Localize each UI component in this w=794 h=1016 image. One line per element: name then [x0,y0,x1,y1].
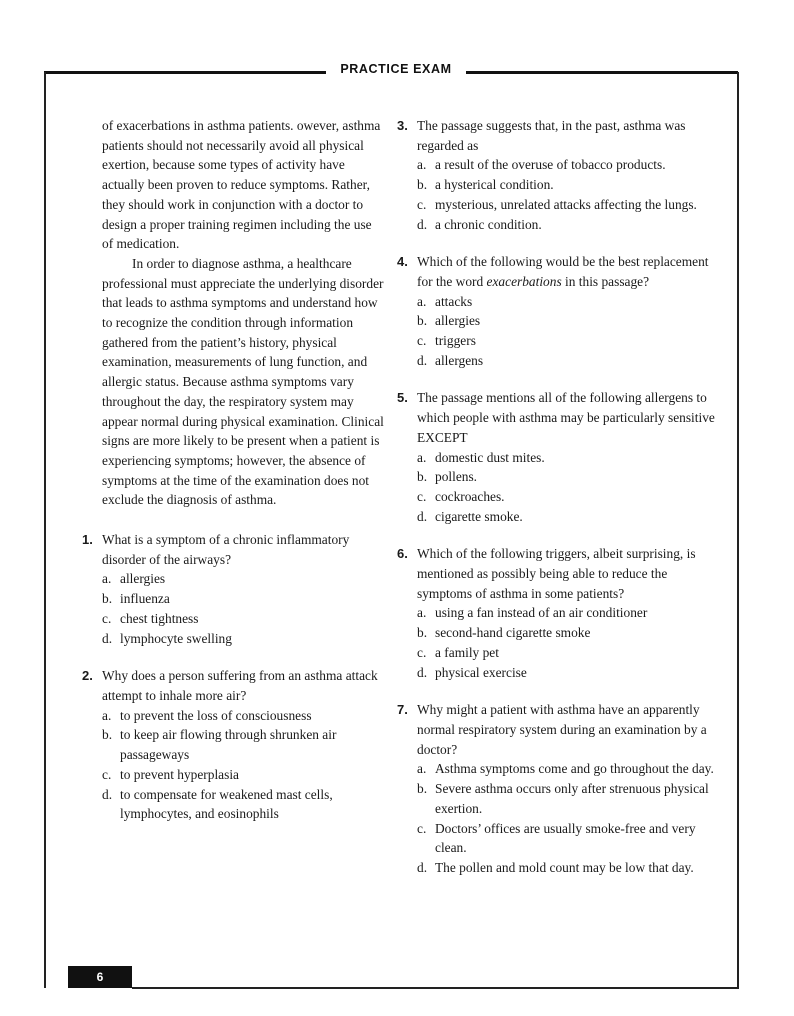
page-title: PRACTICE EXAM [340,62,452,76]
answer-option[interactable] [102,629,384,649]
question-1 [82,530,384,648]
option-letter: b. [417,625,428,641]
option-letter: c. [417,644,427,660]
question-number: 1. [82,532,93,548]
option-letter: c. [417,196,427,212]
option-text: a hysterical condition. [435,177,554,193]
option-letter: a. [102,707,112,723]
option-letter: c. [417,333,427,349]
option-text: to compensate for weakened mast cells, lymphocytes, and eosinophils [120,786,333,822]
option-letter: a. [417,605,427,621]
option-letter: b. [417,469,428,485]
question-5 [397,388,722,526]
answer-option[interactable] [417,819,722,858]
option-text: attacks [435,293,473,309]
option-letter: b. [102,727,113,743]
option-letter: b. [417,177,428,193]
page-border-bottom [132,987,739,989]
option-letter: a. [417,761,427,777]
option-text: allergies [120,571,166,587]
question-text: What is a symptom of a chronic inflammatory disorder of the airways? [102,532,350,567]
question-3 [397,116,722,234]
passage-paragraph-1: of exacerbations in asthma patients. owever, asthma patients should not necessarily avoid all physical exertion, because some types of activity have actually been proven to reduce symptoms. Rather, they should work in conjunction with a doctor to design a proper training regimen including the use of medication. [102,118,381,252]
question-7 [397,700,722,877]
option-text: cigarette smoke. [435,508,523,524]
option-text: physical exercise [435,664,527,680]
option-text: cockroaches. [435,488,505,504]
answer-option[interactable] [417,623,722,643]
option-text: a chronic condition. [435,216,542,232]
option-text: The pollen and mold count may be low that day. [435,859,694,875]
header-rule-right [466,71,738,74]
answer-option[interactable] [417,759,722,779]
option-text: second-hand cigarette smoke [435,625,591,641]
option-letter: d. [417,216,428,232]
answer-option[interactable] [417,858,722,878]
option-letter: d. [102,630,113,646]
answer-option[interactable] [417,467,722,487]
question-italic-term: exacerbations [486,273,562,289]
option-text: to prevent hyperplasia [120,766,239,782]
answer-option[interactable] [102,569,384,589]
option-letter: a. [102,571,112,587]
option-letter: a. [417,293,427,309]
option-text: a family pet [435,644,499,660]
option-text: to prevent the loss of consciousness [120,707,312,723]
answer-option[interactable] [417,331,722,351]
answer-option[interactable] [417,311,722,331]
option-letter: a. [417,449,427,465]
option-text: Asthma symptoms come and go throughout the day. [435,761,714,777]
option-letter: c. [417,820,427,836]
option-text: Severe asthma occurs only after strenuous physical exertion. [435,781,709,816]
question-text-part: in this passage? [561,273,650,289]
question-text [417,252,722,291]
option-text: Doctors’ offices are usually smoke-free and very clean. [435,820,696,856]
answer-option[interactable] [417,779,722,818]
option-text: domestic dust mites. [435,449,545,465]
question-number: 7. [397,702,408,718]
answer-option[interactable] [417,292,722,312]
option-letter: c. [417,488,427,504]
question-4 [397,252,722,370]
answer-option[interactable] [417,175,722,195]
question-number: 3. [397,118,408,133]
option-text: pollens. [435,469,478,485]
question-number: 5. [397,390,408,406]
option-letter: c. [102,766,112,782]
option-letter: b. [102,591,113,607]
option-text: lymphocyte swelling [120,630,232,646]
question-text: The passage mentions all of the following allergens to which people with asthma may be particularly sensitive EXCEPT [417,390,715,445]
answer-option[interactable] [102,589,384,609]
answer-option[interactable] [417,215,722,235]
question-text: Why does a person suffering from an asthma attack attempt to inhale more air? [102,668,378,703]
option-text: a result of the overuse of tobacco products. [435,157,666,173]
header-rule-left [44,71,326,74]
answer-option[interactable] [417,643,722,663]
question-6 [397,544,722,682]
answer-option[interactable] [417,351,722,371]
option-text: mysterious, unrelated attacks affecting the lungs. [435,196,697,212]
answer-option[interactable] [102,609,384,629]
question-number: 6. [397,546,408,562]
question-text: The passage suggests that, in the past, asthma was regarded as [417,118,686,153]
question-number: 2. [82,668,93,684]
option-text: allergies [435,313,481,329]
option-text: chest tightness [120,610,199,626]
page-border-left [44,72,46,988]
left-column [82,116,384,824]
question-text-part: Which of the following would be the best replacement for the word [417,254,709,289]
option-letter: d. [102,786,113,802]
page-number: 6 [68,966,132,988]
answer-option[interactable] [102,785,384,824]
answer-option[interactable] [417,663,722,683]
option-letter: d. [417,664,428,680]
passage-paragraph-2: In order to diagnose asthma, a healthcare professional must appreciate the underlying disorder that leads to asthma symptoms and understand how to recognize the condition through information gathered from the patient’s history, physical examination, measurements of lung function, and allergic status. Because asthma symptoms vary throughout the day, the respiratory system may appear normal during physical examination. Clinical signs are more likely to be present when a patient is experiencing symptoms; however, the absence of symptoms at the time of the examination does not exclude the diagnosis of asthma. [102,255,384,508]
answer-option[interactable] [102,765,384,785]
question-text: Why might a patient with asthma have an apparently normal respiratory system during an examination by a doctor? [417,702,707,757]
answer-option[interactable] [417,195,722,215]
option-text: triggers [435,333,476,349]
answer-option[interactable] [102,725,384,764]
right-column [397,116,722,878]
option-letter: a. [417,157,427,173]
page-border-right [737,72,739,988]
option-letter: d. [417,352,428,368]
answer-option[interactable] [417,155,722,175]
option-text: using a fan instead of an air conditioner [435,605,648,621]
option-letter: b. [417,781,428,797]
option-letter: d. [417,508,428,524]
option-letter: b. [417,313,428,329]
answer-option[interactable] [417,603,722,623]
answer-option[interactable] [417,507,722,527]
question-text: Which of the following triggers, albeit surprising, is mentioned as possibly being able to reduce the symptoms of asthma in some patients? [417,546,696,601]
option-text: to keep air flowing through shrunken air passageways [120,727,337,763]
option-text: influenza [120,591,170,607]
answer-option[interactable] [417,487,722,507]
answer-option[interactable] [102,706,384,726]
question-number: 4. [397,254,408,270]
answer-option[interactable] [417,448,722,468]
option-letter: d. [417,859,428,875]
option-letter: c. [102,610,112,626]
question-2 [82,666,384,824]
option-text: allergens [435,352,484,368]
